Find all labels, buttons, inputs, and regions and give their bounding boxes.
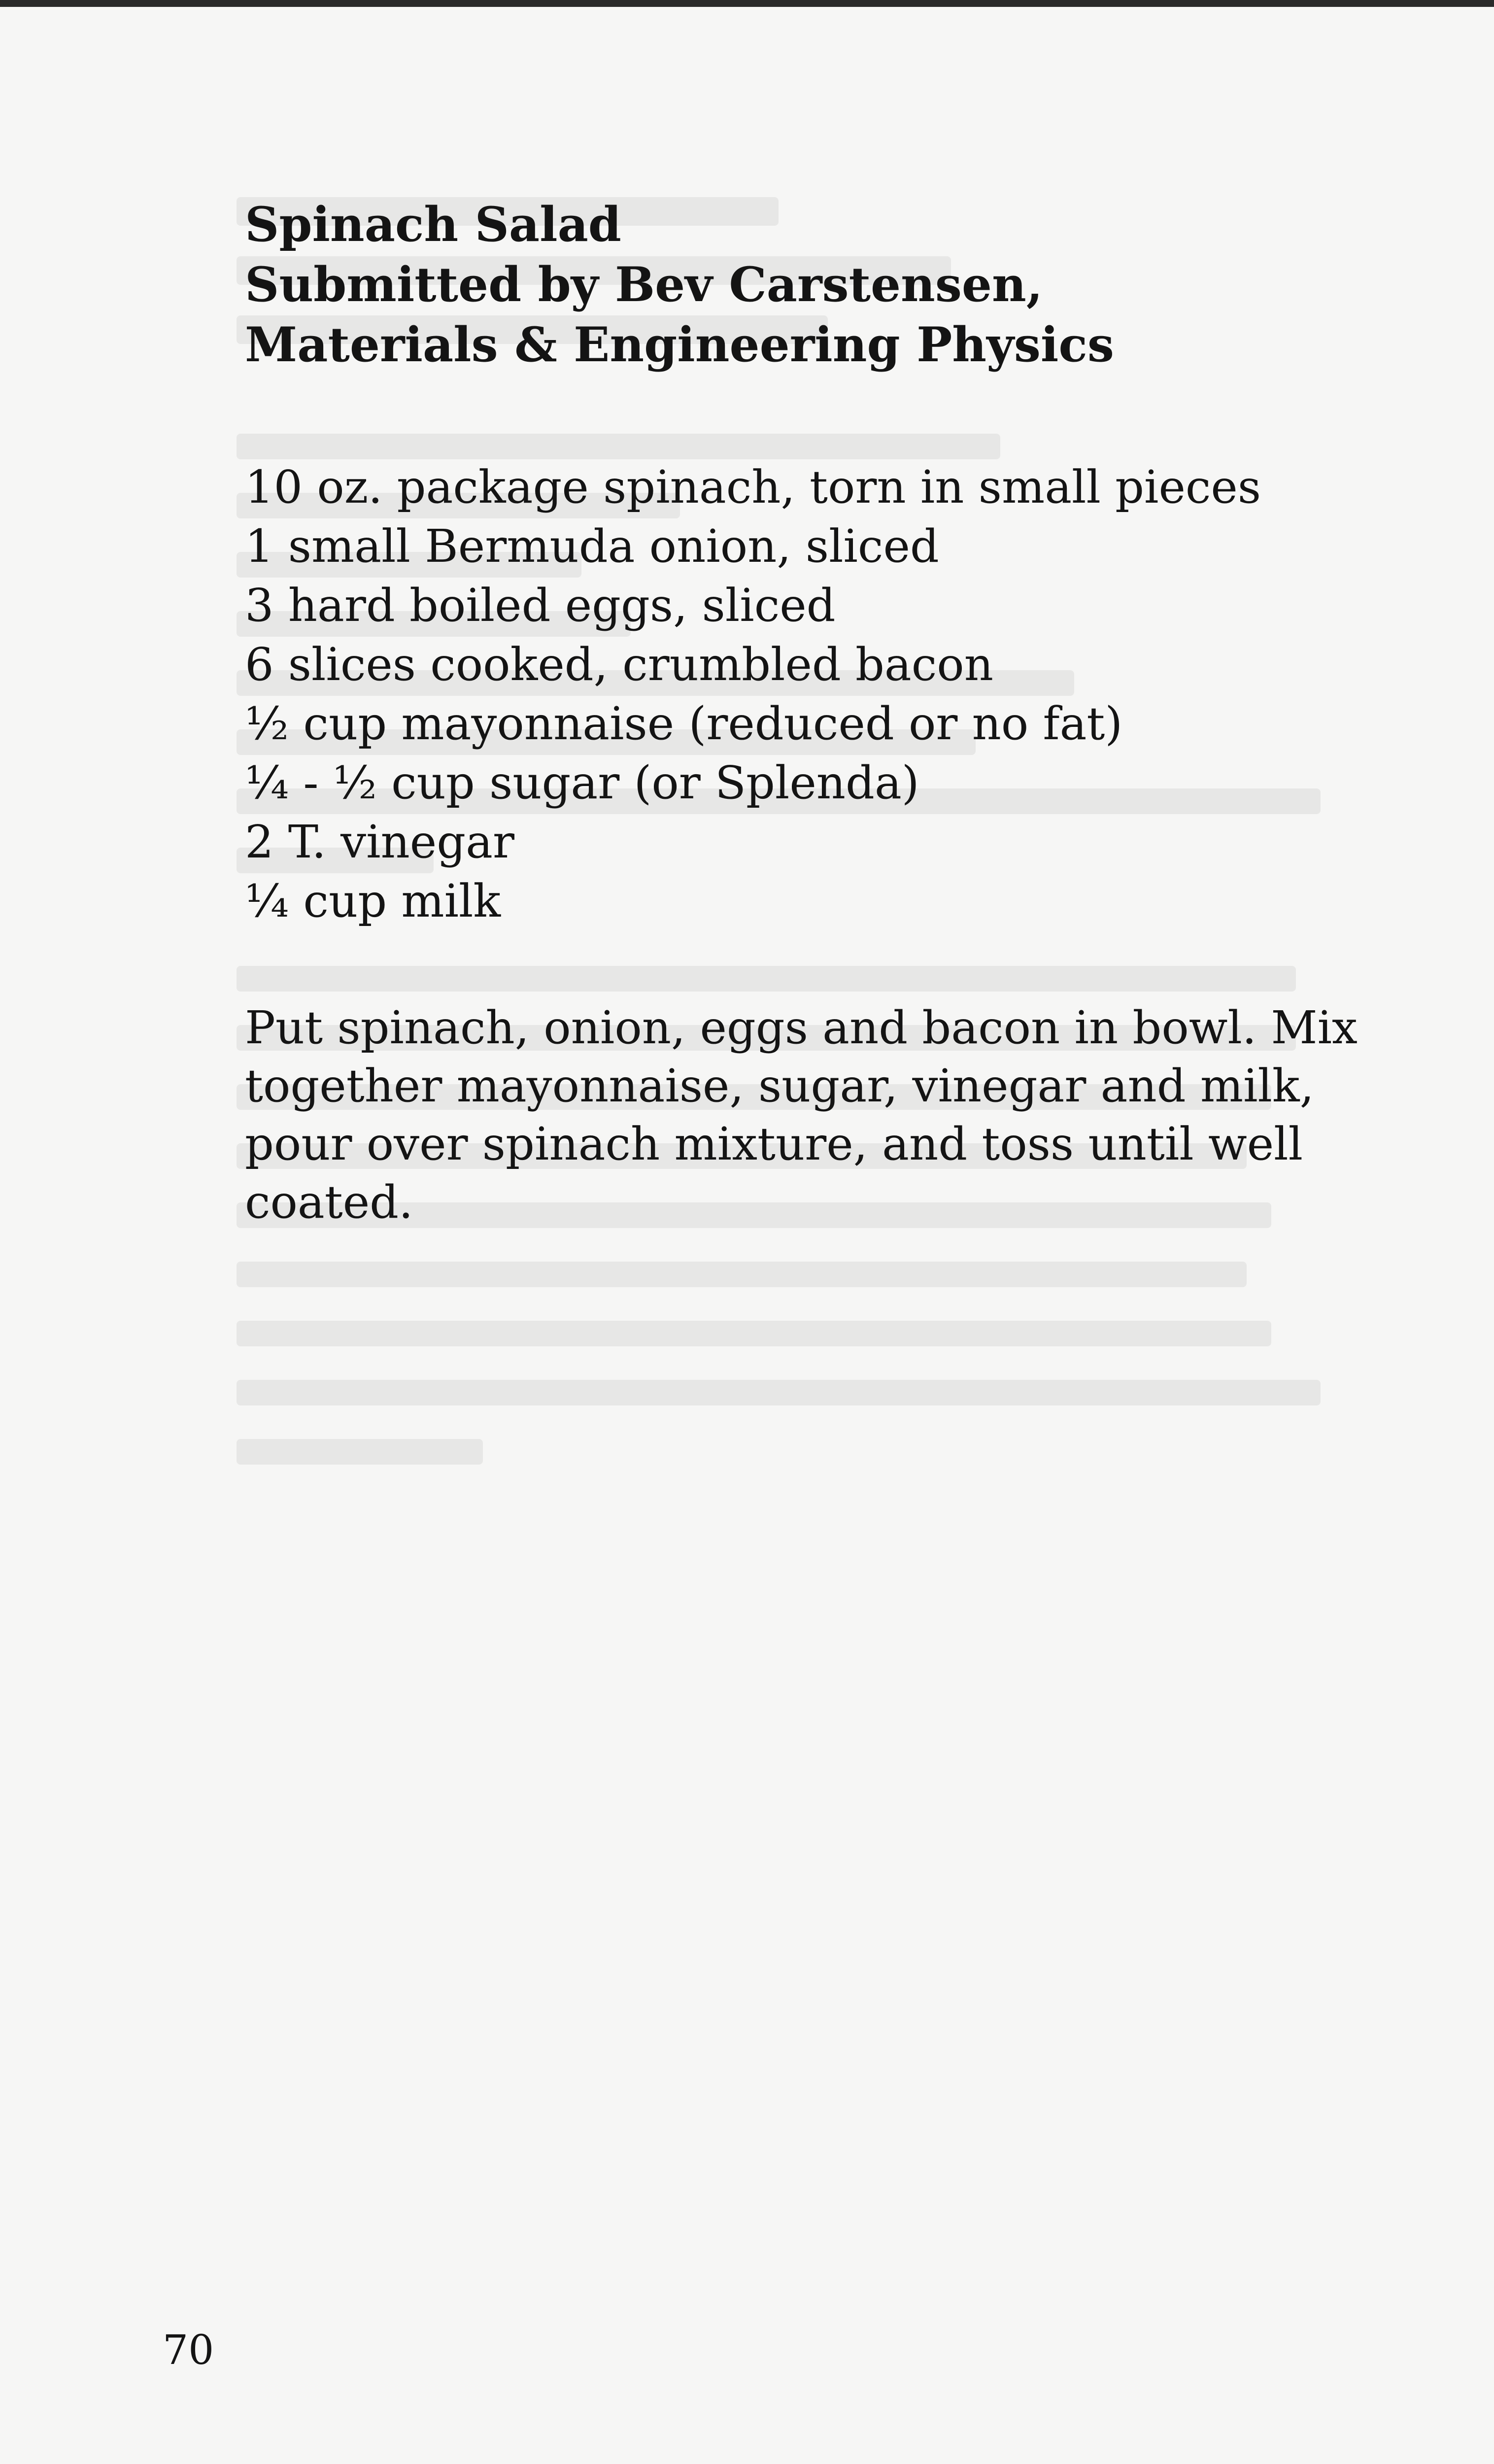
ingredient-item: 1 small Bermuda onion, sliced: [245, 520, 939, 573]
recipe-header: [245, 195, 1388, 375]
ingredient-item: 3 hard boiled eggs, sliced: [245, 579, 836, 632]
ingredient-item: 10 oz. package spinach, torn in small pieces: [245, 461, 1261, 513]
ingredient-item: ½ cup mayonnaise (reduced or no fat): [245, 697, 1123, 750]
recipe-title: Spinach Salad: [245, 197, 621, 252]
page-top-edge: [0, 0, 1494, 7]
recipe-directions: Put spinach, onion, eggs and bacon in bowl. Mix together mayonnaise, sugar, vinegar and milk, pour over spinach mixture, and toss until well coated.: [245, 1001, 1358, 1229]
recipe-content: [245, 195, 1388, 1232]
ingredient-item: ¼ cup milk: [245, 875, 501, 927]
ingredient-list: [245, 458, 1388, 931]
ingredient-item: 6 slices cooked, crumbled bacon: [245, 638, 993, 691]
ingredient-item: 2 T. vinegar: [245, 816, 514, 868]
recipe-department: Materials & Engineering Physics: [245, 317, 1114, 373]
ingredient-item: ¼ - ½ cup sugar (or Splenda): [245, 756, 919, 809]
recipe-submitter: Submitted by Bev Carstensen,: [245, 257, 1043, 312]
page-number: 70: [163, 2327, 214, 2374]
